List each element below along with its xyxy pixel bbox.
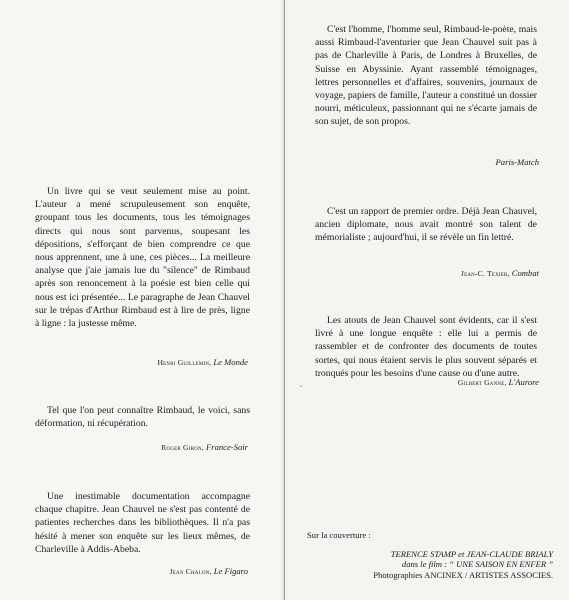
cover-credits <box>307 530 553 580</box>
attribution-le-figaro <box>28 566 248 576</box>
quote-text: Un livre qui se veut seulement mise au point. L'auteur a mené scrupuleusement son enquête, groupant tous les documents, tous les témoignages directs qui nous sont parvenus, soupesant les dépositions, s'efforçant de bien comprendre ce que nous apprennent, une à une, ces pièces... La meilleure analyse que j'aie jamais lue du "silence" de Rimbaud après son renoncement à la poésie est bien celle qui nous est ici présentée... Le paragraphe de Jean Chauvel sur le trépas d'Arthur Rimbaud est à lire de près, ligne à ligne : la justesse même. <box>35 186 250 330</box>
quote-text: C'est l'homme, l'homme seul, Rimbaud-le-poète, mais aussi Rimbaud-l'aventurier que Jean Chauvel suit pas à pas de Charleville à Paris, de Londres à Bruxelles, de Suisse en Abyssinie. Ayant rassemblé témoignages, lettres personnelles et d'affaires, souvenirs, journaux de voyage, papiers de famille, l'auteur a constitué un dossier nourri, méticuleux, passionnant qui ne s'écarte jamais de son sujet, de son propos. <box>315 24 537 128</box>
publication-name: France-Soir <box>205 442 248 452</box>
publication-name: Le Monde <box>213 357 248 367</box>
publication-name: Paris-Match <box>495 157 539 167</box>
author-name: Jean-C. Texier, <box>460 269 510 278</box>
quote-text: C'est un rapport de premier ordre. Déjà Jean Chauvel, ancien diplomate, nous avait montré son talent de mémorialiste ; aujourd'hui, il se révèle un fin lettré. <box>315 206 537 244</box>
author-name: Roger Giron, <box>161 443 204 452</box>
quote-france-soir <box>35 404 250 430</box>
publication-name: Le Figaro <box>213 566 248 576</box>
quote-le-figaro <box>35 490 250 556</box>
cover-photo-credit: Photographies ANCINEX / ARTISTES ASSOCIES. <box>373 569 553 580</box>
quote-l-aurore <box>315 314 537 380</box>
cover-film: dans le film : “ UNE SAISON EN ENFER ” <box>401 559 553 570</box>
publication-name: Combat <box>511 268 539 278</box>
attribution-l-aurore <box>319 377 539 387</box>
quote-text: Les atouts de Jean Chauvel sont évidents, car il s'est livré à une longue enquête : elle lui a permis de rassembler et de confronter des documents de toutes sortes, qui nous étaient servis le plus souvent séparés et tronqués pour les besoins d'une cause ou d'une autre. <box>315 315 537 379</box>
cover-intro: Sur la couverture : <box>307 530 371 540</box>
cover-actors: TERENCE STAMP et JEAN-CLAUDE BRIALY <box>390 548 553 559</box>
quote-text: Tel que l'on peut connaître Rimbaud, le voici, sans déformation, ni récupération. <box>35 405 250 430</box>
left-panel <box>0 0 283 600</box>
attribution-france-soir <box>28 442 248 452</box>
author-name: Jean Chalon, <box>169 567 212 576</box>
author-name: Henri Guillemin, <box>157 358 212 367</box>
quote-text: Une inestimable documentation accompagne chaque chapitre. Jean Chauvel ne s'est pas contenté de patientes recherches dans les bibliothèques. Il n'a pas hésité à mener son enquête sur les lieux mêmes, de Charleville à Addis-Abeba. <box>35 491 250 555</box>
right-panel <box>284 0 569 600</box>
quote-combat <box>315 205 537 245</box>
quote-le-monde <box>35 185 250 330</box>
attribution-combat <box>319 268 539 278</box>
attribution-paris-match <box>319 157 539 167</box>
quote-paris-match <box>315 23 537 129</box>
attribution-le-monde <box>28 357 248 367</box>
publication-name: L'Aurore <box>508 377 539 387</box>
author-name: Gilbert Ganne, <box>457 378 507 387</box>
speck-mark <box>300 385 302 387</box>
